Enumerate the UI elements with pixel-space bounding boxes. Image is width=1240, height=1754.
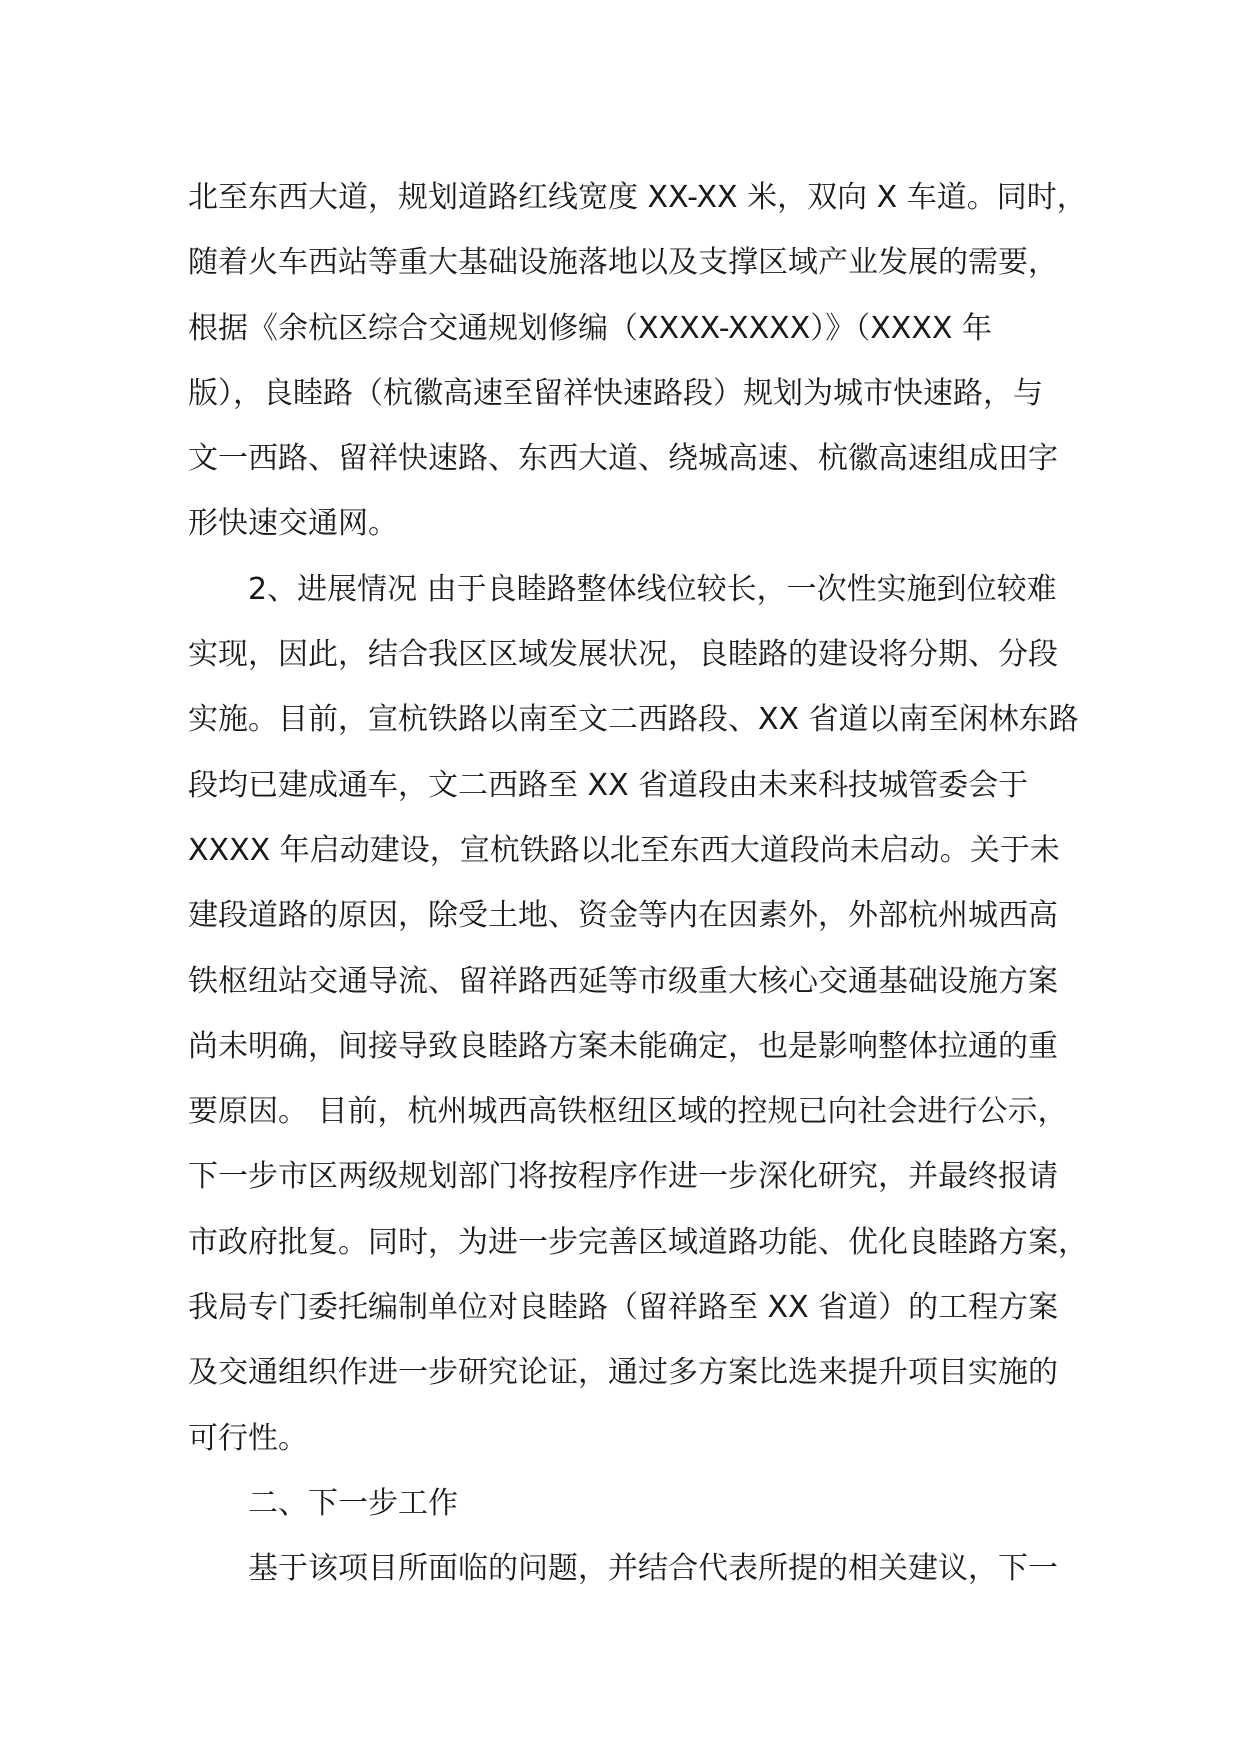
text-line: 可行性。 (188, 1420, 308, 1456)
paragraph-next-steps (188, 1536, 1088, 1601)
text-line: 我局专门委托编制单位对良睦路（留祥路至 XX 省道）的工程方案 (188, 1290, 1059, 1326)
document-body (188, 165, 1088, 1602)
text-line: 铁枢纽站交通导流、留祥路西延等市级重大核心交通基础设施方案 (188, 963, 1058, 999)
section-heading-next-steps (188, 1471, 1088, 1536)
text-line: 北至东西大道，规划道路红线宽度 XX-XX 米，双向 X 车道。同时， (188, 180, 1087, 215)
text-line: 段均已建成通车，文二西路至 XX 省道段由未来科技城管委会于 (188, 767, 1029, 803)
text-line: 实施。目前，宣杭铁路以南至文二西路段、XX 省道以南至闲林东路 (188, 702, 1079, 738)
text-line: 形快速交通网。 (188, 506, 398, 542)
text-line: 版），良睦路（杭徽高速至留祥快速路段）规划为城市快速路，与 (188, 375, 1043, 411)
text-line: XXXX 年启动建设，宣杭铁路以北至东西大道段尚未启动。关于未 (188, 832, 1060, 868)
paragraph-planning-background (188, 165, 1088, 557)
text-line: 市政府批复。同时，为进一步完善区域道路功能、优化良睦路方案， (188, 1224, 1088, 1260)
text-line: 随着火车西站等重大基础设施落地以及支撑区域产业发展的需要， (188, 245, 1058, 281)
text-line: 要原因。 目前，杭州城西高铁枢纽区域的控规已向社会进行公示， (188, 1094, 1068, 1130)
text-line: 尚未明确，间接导致良睦路方案未能确定，也是影响整体拉通的重 (188, 1028, 1058, 1064)
text-line: 基于该项目所面临的问题，并结合代表所提的相关建议，下一 (248, 1551, 1058, 1587)
text-line: 2、进展情况 由于良睦路整体线位较长，一次性实施到位较难 (248, 571, 1057, 607)
paragraph-progress-status (188, 557, 1088, 1471)
text-line: 文一西路、留祥快速路、东西大道、绕城高速、杭徽高速组成田字 (188, 441, 1058, 477)
text-line: 根据《余杭区综合交通规划修编（XXXX-XXXX）》（XXXX 年 (188, 310, 992, 346)
text-line: 实现，因此，结合我区区域发展状况，良睦路的建设将分期、分段 (188, 637, 1058, 673)
text-line: 建段道路的原因，除受土地、资金等内在因素外，外部杭州城西高 (188, 898, 1058, 934)
text-line: 下一步市区两级规划部门将按程序作进一步深化研究，并最终报请 (188, 1159, 1058, 1195)
text-line: 及交通组织作进一步研究论证，通过多方案比选来提升项目实施的 (188, 1355, 1058, 1391)
section-heading: 二、下一步工作 (248, 1485, 458, 1521)
